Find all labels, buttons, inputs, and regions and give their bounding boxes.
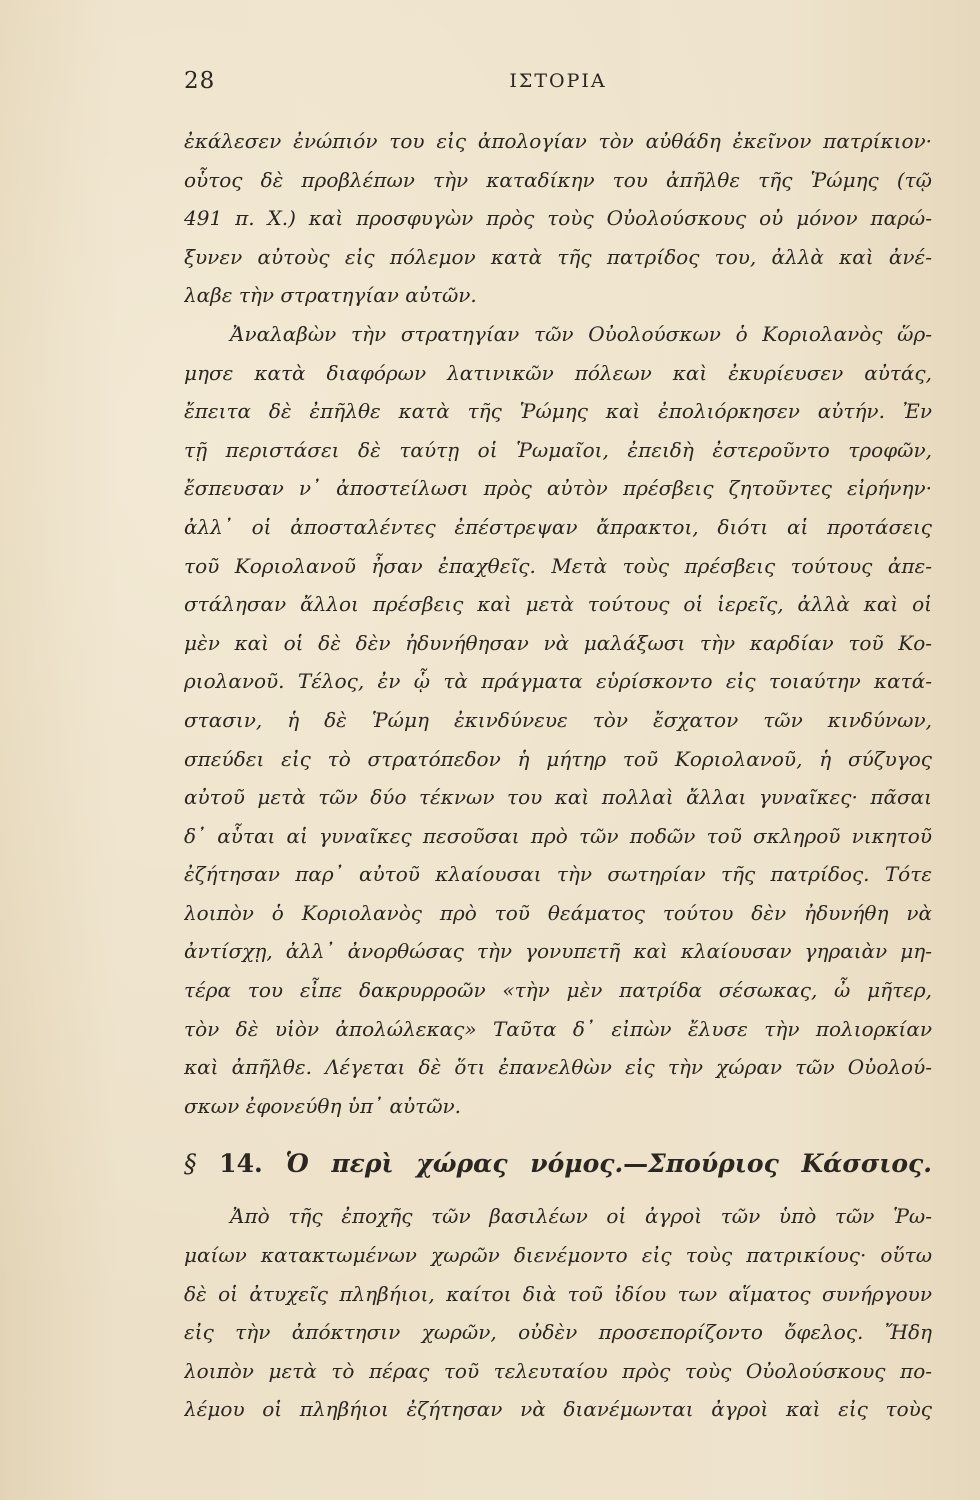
text-line: ἔσπευσαν ν᾽ ἀποστείλωσι πρὸς αὐτὸν πρέσβεις ζητοῦντες εἰρήνην· bbox=[184, 476, 932, 501]
text-line: 491 π. Χ.) καὶ προσφυγὼν πρὸς τοὺς Οὐολούσκους οὐ μόνον παρώ- bbox=[184, 206, 932, 231]
text-line: οὗτος δὲ προβλέπων τὴν καταδίκην του ἀπῆλθε τῆς Ῥώμης (τῷ bbox=[184, 167, 932, 192]
text-line: ἀντίσχῃ, ἀλλ᾽ ἀνορθώσας τὴν γονυπετῆ καὶ κλαίουσαν γηραιὰν μη- bbox=[184, 939, 932, 964]
section-title-part2: Σπούριος Κάσσιος. bbox=[648, 1149, 932, 1179]
text-line: αὐτοῦ μετὰ τῶν δύο τέκνων του καὶ πολλαὶ ἄλλαι γυναῖκες· πᾶσαι bbox=[184, 785, 932, 810]
body-text bbox=[184, 122, 932, 1429]
text-line: λοιπὸν μετὰ τὸ πέρας τοῦ τελευταίου πρὸς τοὺς Οὐολούσκους πο- bbox=[184, 1358, 932, 1383]
paragraph-1 bbox=[184, 122, 932, 315]
text-line: τῇ περιστάσει δὲ ταύτῃ οἱ Ῥωμαῖοι, ἐπειδὴ ἐστεροῦντο τροφῶν, bbox=[184, 437, 932, 462]
section-heading bbox=[184, 1131, 932, 1197]
text-line: μησε κατὰ διαφόρων λατινικῶν πόλεων καὶ ἐκυρίευσεν αὐτάς, bbox=[184, 360, 932, 385]
text-line: μὲν καὶ οἱ δὲ δὲν ἠδυνήθησαν νὰ μαλάξωσι τὴν καρδίαν τοῦ Κο- bbox=[184, 630, 932, 655]
text-line: ἔπειτα δὲ ἐπῆλθε κατὰ τῆς Ῥώμης καὶ ἐπολιόρκησεν αὐτήν. Ἐν bbox=[184, 399, 932, 424]
text-line: ριολανοῦ. Τέλος, ἐν ᾧ τὰ πράγματα εὑρίσκοντο εἰς τοιαύτην κατά- bbox=[184, 669, 932, 694]
paragraph-2 bbox=[184, 315, 932, 1125]
text-line: στασιν, ἡ δὲ Ῥώμη ἐκινδύνευε τὸν ἔσχατον τῶν κινδύνων, bbox=[184, 707, 932, 732]
text-line: τοῦ Κοριολανοῦ ἦσαν ἐπαχθεῖς. Μετὰ τοὺς πρέσβεις τούτους ἀπε- bbox=[184, 553, 932, 578]
section-dash: — bbox=[623, 1149, 649, 1179]
page-header bbox=[184, 68, 932, 108]
text-line: τὸν δὲ υἱὸν ἀπολώλεκας» Ταῦτα δ᾽ εἰπὼν ἔλυσε τὴν πολιορκίαν bbox=[184, 1016, 932, 1041]
text-line: δ᾽ αὗται αἱ γυναῖκες πεσοῦσαι πρὸ τῶν ποδῶν τοῦ σκληροῦ νικητοῦ bbox=[184, 823, 932, 848]
text-line: σπεύδει εἰς τὸ στρατόπεδον ἡ μήτηρ τοῦ Κοριολανοῦ, ἡ σύζυγος bbox=[184, 746, 932, 771]
paragraph-3 bbox=[184, 1197, 932, 1429]
text-line: στάλησαν ἄλλοι πρέσβεις καὶ μετὰ τούτους οἱ ἱερεῖς, ἀλλὰ καὶ οἱ bbox=[184, 592, 932, 617]
text-line: τέρα του εἶπε δακρυρροῶν «τὴν μὲν πατρίδα σέσωκας, ὦ μῆτερ, bbox=[184, 978, 932, 1003]
text-line: ἀλλ᾽ οἱ ἀποσταλέντες ἐπέστρεψαν ἄπρακτοι, διότι αἱ προτάσεις bbox=[184, 514, 932, 539]
text-line: μαίων κατακτωμένων χωρῶν διενέμοντο εἰς τοὺς πατρικίους· οὕτω bbox=[184, 1243, 932, 1268]
text-line: λέμου οἱ πληβήιοι ἐζήτησαν νὰ διανέμωνται ἀγροὶ καὶ εἰς τοὺς bbox=[184, 1397, 932, 1422]
section-symbol: § bbox=[184, 1149, 197, 1179]
running-title: ΙΣΤΟΡΙΑ bbox=[509, 70, 607, 92]
section-title-part1: Ὁ περὶ χώρας νόμος. bbox=[285, 1149, 624, 1179]
text-line: καὶ ἀπῆλθε. Λέγεται δὲ ὅτι ἐπανελθὼν εἰς τὴν χώραν τῶν Οὐολού- bbox=[184, 1055, 932, 1080]
text-line: σκων ἐφονεύθη ὑπ᾽ αὐτῶν. bbox=[184, 1093, 462, 1118]
text-line: ἐζήτησαν παρ᾽ αὐτοῦ κλαίουσαι τὴν σωτηρίαν τῆς πατρίδος. Τότε bbox=[184, 862, 932, 887]
text-line: Ἀναλαβὼν τὴν στρατηγίαν τῶν Οὐολούσκων ὁ Κοριολανὸς ὥρ- bbox=[230, 321, 932, 346]
text-line: εἰς τὴν ἀπόκτησιν χωρῶν, οὐδὲν προσεπορίζοντο ὄφελος. Ἤδη bbox=[184, 1320, 932, 1345]
text-line: λοιπὸν ὁ Κοριολανὸς πρὸ τοῦ θεάματος τούτου δὲν ἠδυνήθη νὰ bbox=[184, 900, 932, 925]
text-line: λαβε τὴν στρατηγίαν αὐτῶν. bbox=[184, 283, 477, 308]
text-line: ξυνεν αὐτοὺς εἰς πόλεμον κατὰ τῆς πατρίδος του, ἀλλὰ καὶ ἀνέ- bbox=[184, 244, 932, 269]
page-number: 28 bbox=[184, 68, 216, 94]
text-line: ἐκάλεσεν ἐνώπιόν του εἰς ἀπολογίαν τὸν αὐθάδη ἐκεῖνον πατρίκιον· bbox=[184, 129, 932, 153]
text-line: δὲ οἱ ἀτυχεῖς πληβήιοι, καίτοι διὰ τοῦ ἰδίου των αἵματος συνήργουν bbox=[184, 1281, 932, 1306]
section-number: 14. bbox=[219, 1149, 263, 1179]
text-line: Ἀπὸ τῆς ἐποχῆς τῶν βασιλέων οἱ ἀγροὶ τῶν ὑπὸ τῶν Ῥω- bbox=[230, 1204, 932, 1229]
